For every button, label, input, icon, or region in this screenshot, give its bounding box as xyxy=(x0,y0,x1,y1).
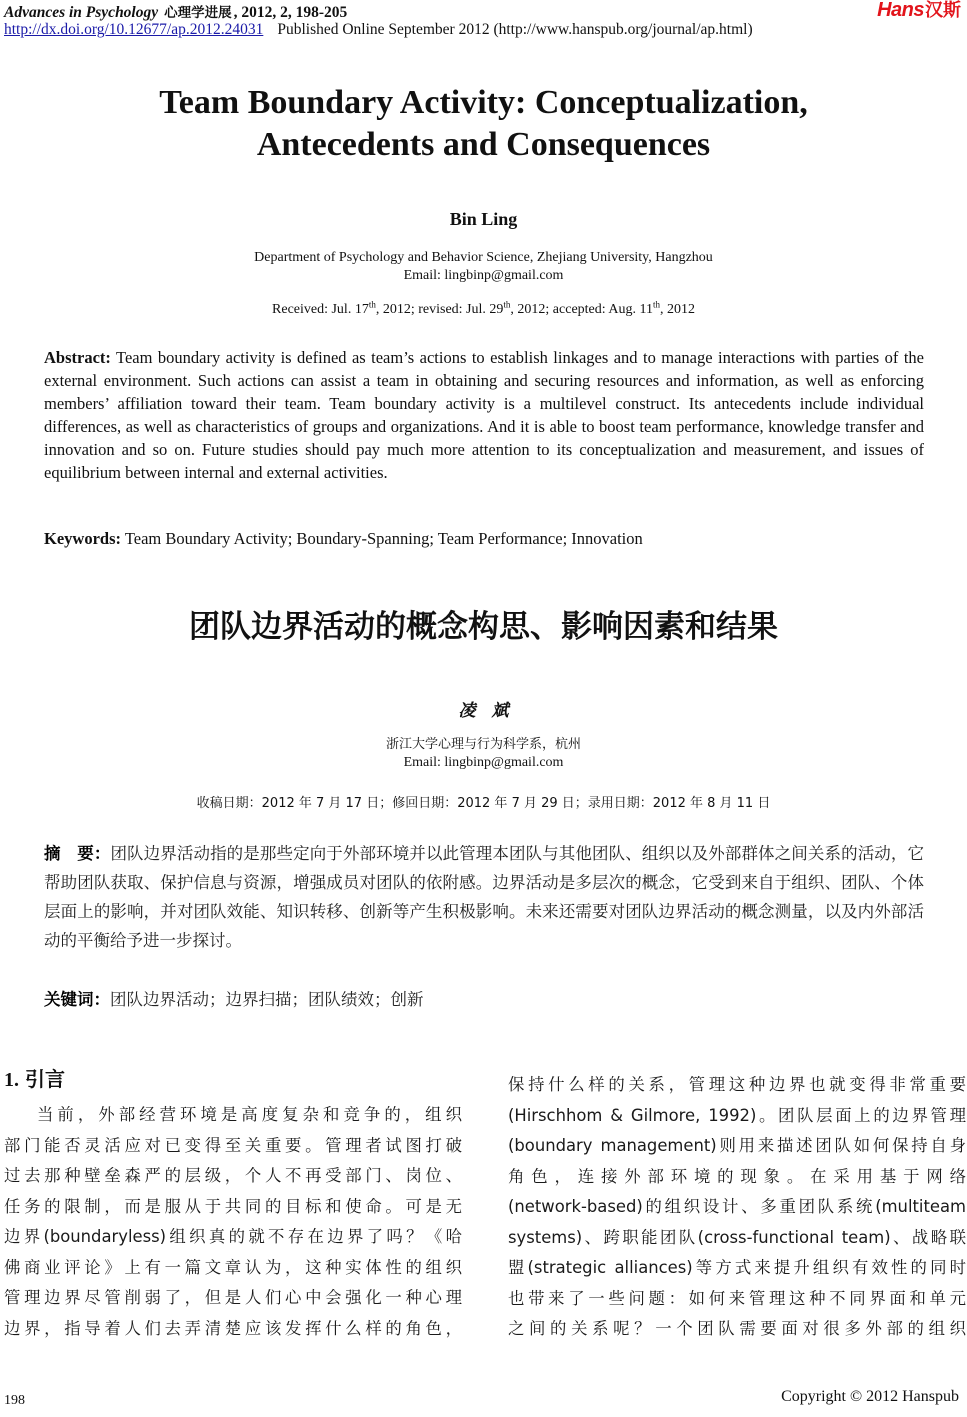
body-line: 保持什么样的关系，管理这种边界也就变得非常重要 xyxy=(508,1075,966,1094)
body-line: 边界(boundaryless)组织真的就不存在边界了吗？《哈 xyxy=(4,1227,462,1246)
body-column-left xyxy=(4,1100,462,1344)
date-year: , 2012 xyxy=(659,302,695,317)
author-email-cn: Email: lingbinp@gmail.com xyxy=(403,755,564,770)
journal-name: Advances in Psychology xyxy=(4,4,159,21)
body-line: 过去那种壁垒森严的层级，个人不再受部门、岗位、 xyxy=(4,1166,462,1185)
keywords-label: Keywords: xyxy=(44,529,121,548)
ordinal-sup: th xyxy=(503,299,511,310)
logo-text: Hans xyxy=(877,0,924,21)
journal-name-cn: 心理学进展 xyxy=(164,5,232,21)
body-line: 当前，外部经营环境是高度复杂和竞争的，组织 xyxy=(37,1105,462,1124)
body-line: (boundary management)则用来描述团队如何保持自身 xyxy=(508,1136,966,1155)
keywords-label-cn: 关键词： xyxy=(44,990,110,1009)
abstract-label-cn: 摘 要： xyxy=(44,844,111,863)
abstract-text: Team boundary activity is defined as team’s actions to establish linkages and to manage interactions with parties of the external environment. Such actions can assist a team in obtaining and securing resources and information, as well as enforcing members’ affiliation toward their team. Team boundary activity is a multilevel construct. Its antecedents include individual differences, as well as characteristics of groups and organizations. And it is able to boost team performance, knowledge transfer and innovation and so on. Future studies should pay much more attention to its conceptualization and measurement, and issues of equilibrium between internal and external activities. xyxy=(44,348,924,482)
keywords-cn xyxy=(44,986,924,1010)
dates-cn: 收稿日期：2012 年 7 月 17 日；修回日期：2012 年 7 月 29 日；录用日期：2012 年 8 月 11 日 xyxy=(196,796,771,811)
paper-title-cn: 团队边界活动的概念构思、影响因素和结果 xyxy=(189,609,778,645)
paper-title-en xyxy=(0,82,967,166)
title-line-1: Team Boundary Activity: Conceptualization, xyxy=(159,84,808,121)
body-line: 管理边界尽管削弱了，但是人们心中会强化一种心理 xyxy=(4,1288,462,1307)
body-line: 也带来了一些问题：如何来管理这种不同界面和单元 xyxy=(508,1288,966,1308)
journal-header xyxy=(4,1,347,22)
section-title: 引言 xyxy=(25,1067,65,1091)
hans-logo xyxy=(877,0,961,22)
page-number: 198 xyxy=(4,1393,25,1408)
affiliation-cn xyxy=(0,736,967,772)
logo-text-cn: 汉斯 xyxy=(925,0,961,21)
ordinal-sup: th xyxy=(652,299,660,310)
body-line: 边界，指导着人们去弄清楚应该发挥什么样的角色， xyxy=(4,1318,462,1338)
published-online-text: Published Online September 2012 (http://www.hanspub.org/journal/ap.html) xyxy=(277,21,753,38)
section-number: 1. xyxy=(4,1069,19,1091)
abstract-en xyxy=(44,346,924,484)
body-line: 佛商业评论》上有一篇文章认为，这种实体性的组织 xyxy=(4,1257,462,1277)
body-line: (Hirschhom & Gilmore, 1992)。团队层面上的边界管理 xyxy=(508,1105,966,1125)
title-line-2: Antecedents and Consequences xyxy=(256,126,711,163)
abstract-label: Abstract: xyxy=(44,348,111,367)
doi-line xyxy=(4,21,753,39)
abstract-cn xyxy=(44,839,924,955)
section-heading xyxy=(4,1063,65,1092)
body-line: 任务的限制，而是服从于共同的目标和使命。可是无 xyxy=(4,1196,462,1216)
author-email: Email: lingbinp@gmail.com xyxy=(403,268,564,283)
dates-en xyxy=(0,299,967,318)
body-line: 部门能否灵活应对已变得至关重要。管理者试图打破 xyxy=(4,1135,462,1155)
body-line: 之间的关系呢？一个团队需要面对很多外部的组织 xyxy=(508,1319,966,1338)
abstract-text-cn: 团队边界活动指的是那些定向于外部环境并以此管理本团队与其他团队、组织以及外部群体之间关系的活动，它帮助团队获取、保护信息与资源，增强成员对团队的依附感。边界活动是多层次的概念，它受到来自于组织、团队、个体层面上的影响，并对团队效能、知识转移、创新等产生积极影响。未来还需要对团队边界活动的概念测量，以及内外部活动的平衡给予进一步探讨。 xyxy=(44,844,925,950)
keywords-text: Team Boundary Activity; Boundary-Spanning; Team Performance; Innovation xyxy=(121,529,643,548)
journal-citation: , 2012, 2, 198-205 xyxy=(233,4,348,21)
affiliation-en xyxy=(0,249,967,285)
keywords-en xyxy=(44,529,924,549)
doi-link[interactable]: http://dx.doi.org/10.12677/ap.2012.24031 xyxy=(4,21,264,38)
copyright: Copyright © 2012 Hanspub xyxy=(781,1388,959,1405)
revised-date: , 2012; revised: Jul. 29 xyxy=(375,302,504,317)
ordinal-sup: th xyxy=(368,299,376,310)
received-date: Received: Jul. 17 xyxy=(272,302,369,317)
body-line: 角色，连接外部环境的现象。在采用基于网络 xyxy=(508,1166,966,1186)
author-cn: 凌斌 xyxy=(458,701,525,721)
keywords-text-cn: 团队边界活动；边界扫描；团队绩效；创新 xyxy=(110,990,424,1009)
affiliation-text: Department of Psychology and Behavior Science, Zhejiang University, Hangzhou xyxy=(254,250,713,265)
body-line: (network-based)的组织设计、多重团队系统(multiteam xyxy=(508,1197,966,1216)
author-en: Bin Ling xyxy=(449,209,518,229)
body-line: systems)、跨职能团队(cross-functional team)、战略联 xyxy=(508,1227,966,1247)
affiliation-text-cn: 浙江大学心理与行为科学系，杭州 xyxy=(385,737,581,752)
body-line: 盟(strategic alliances)等方式来提升组织有效性的同时 xyxy=(508,1258,966,1277)
body-column-right xyxy=(508,1070,966,1345)
accepted-date: , 2012; accepted: Aug. 11 xyxy=(510,302,653,317)
